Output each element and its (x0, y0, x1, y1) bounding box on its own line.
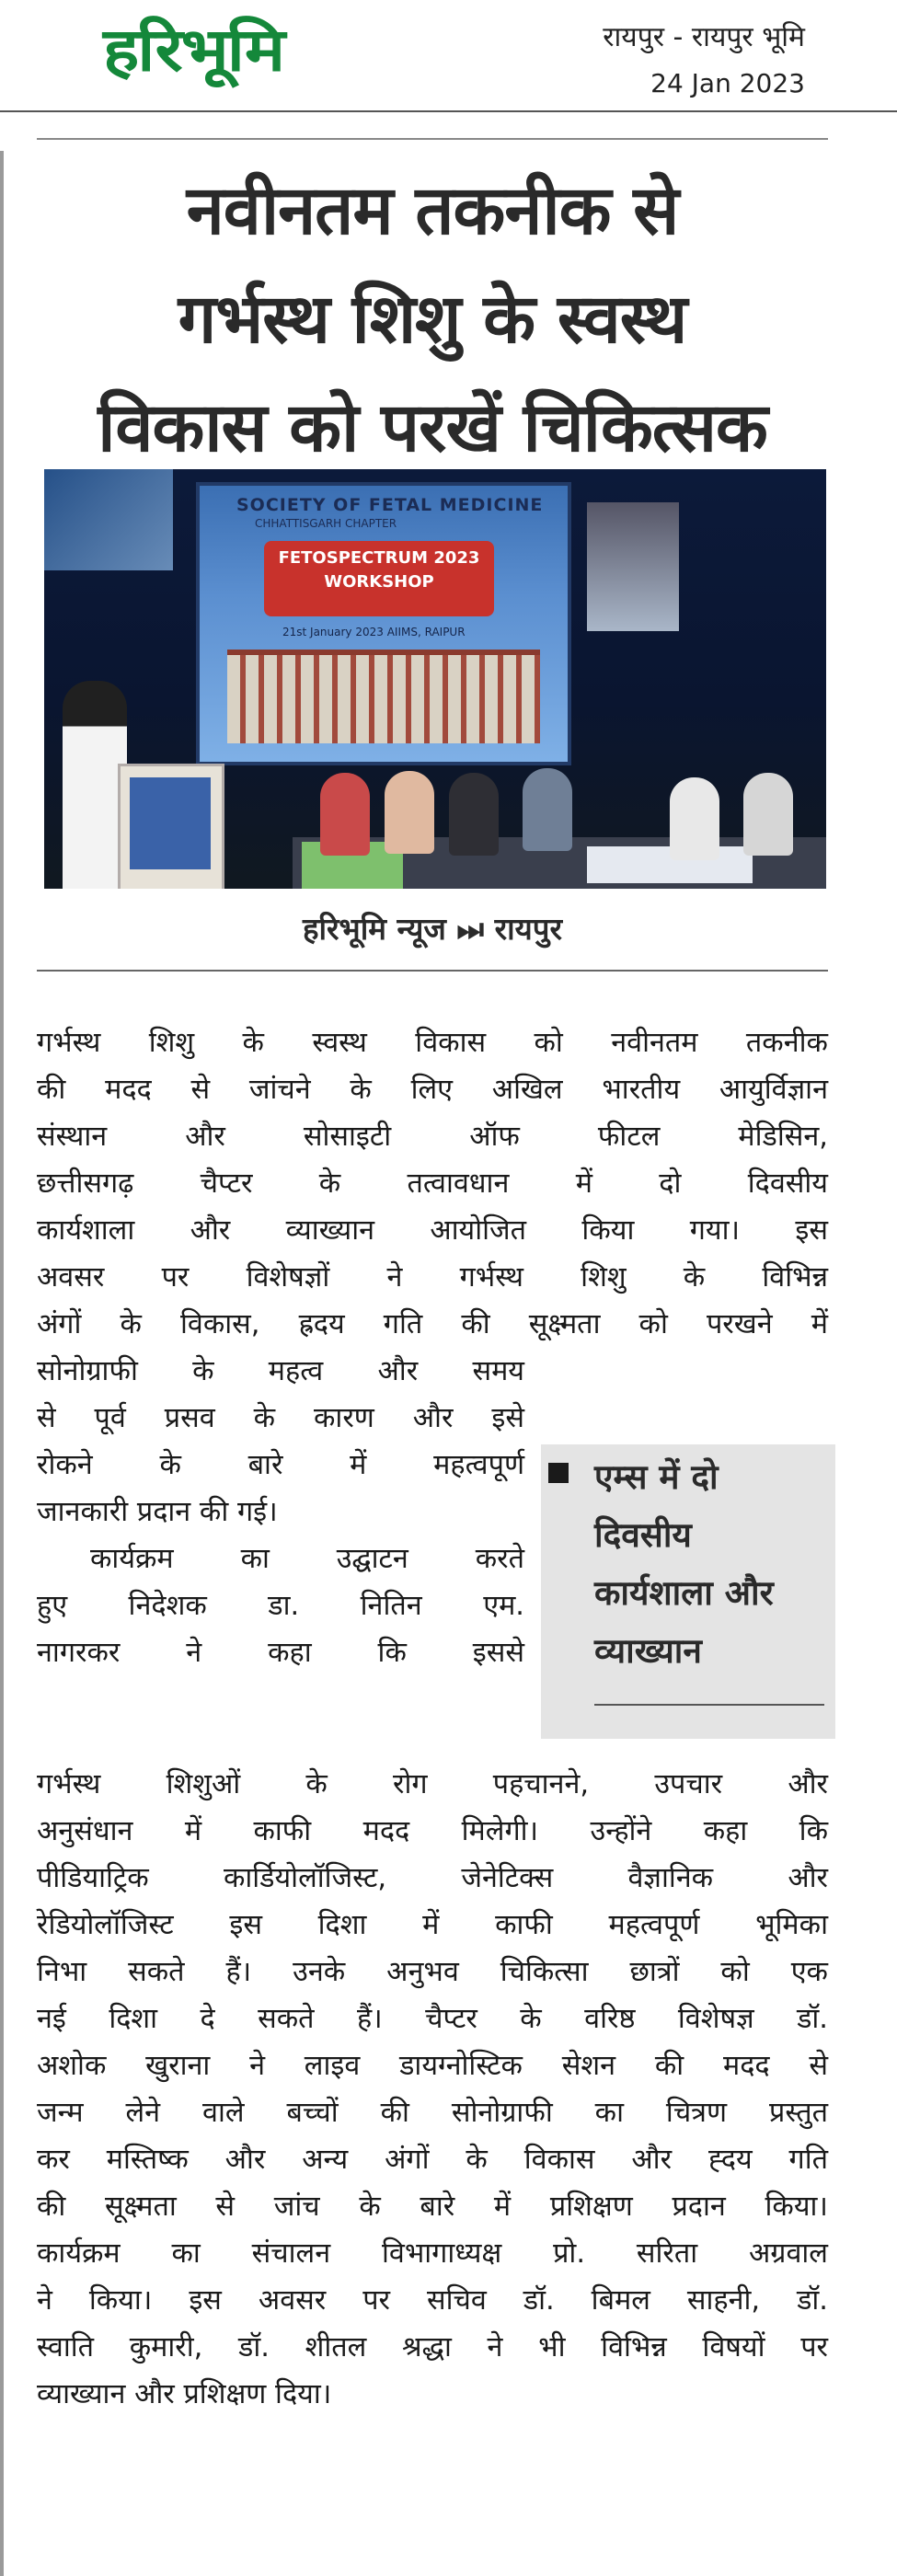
text-line: कर मस्तिष्क और अन्य अंगों के विकास और ह्दय गति (37, 2144, 828, 2176)
text-line: संस्थान और सोसाइटी ऑफ फीटल मेडिसिन, (37, 1121, 828, 1153)
callout-text (594, 1448, 824, 1680)
text-line: कार्यशाला और व्याख्यान आयोजित किया गया। इस (37, 1214, 828, 1247)
podium (118, 764, 224, 889)
byline-rule (37, 970, 828, 972)
text-line: जन्म लेने वाले बच्चों की सोनोग्राफी का चित्रण प्रस्तुत (37, 2097, 828, 2129)
screen-subtitle: CHHATTISGARH CHAPTER (255, 517, 397, 530)
text-line: नागरकर ने कहा कि इससे (37, 1637, 524, 1669)
callout-underline (594, 1704, 824, 1706)
square-bullet-icon (548, 1463, 569, 1483)
callout-line: व्याख्यान (594, 1631, 702, 1671)
text-line: अशोक खुराना ने लाइव डायग्नोस्टिक सेशन की मदद से (37, 2050, 828, 2082)
podium-sign (130, 777, 211, 869)
text-line: सोनोग्राफी के महत्व और समय (37, 1355, 524, 1387)
screen-date: 21st January 2023 AIIMS, RAIPUR (282, 626, 466, 638)
text-line: अंगों के विकास, ह्रदय गति की सूक्ष्मता को परखने में (37, 1308, 828, 1340)
text-line: रेडियोलॉजिस्ट इस दिशा में काफी महत्वपूर्ण भूमिका (37, 1909, 828, 1941)
text-line: अनुसंधान में काफी मदद मिलेगी। उन्होंने कहा कि (37, 1815, 828, 1847)
article-headline (37, 156, 828, 482)
callout-line: कार्यशाला और (594, 1573, 774, 1613)
projection-screen (196, 482, 571, 765)
column-side-rule (0, 151, 4, 2576)
text-line: नई दिशा दे सकते हैं। चैप्टर के वरिष्ठ विशेषज्ञ डॉ. (37, 2003, 828, 2035)
text-line: कार्यक्रम का संचालन विभागाध्यक्ष प्रो. सरिता अग्रवाल (37, 2237, 828, 2270)
text-line: कार्यक्रम का उद्घाटन करते (90, 1543, 524, 1575)
right-screen (587, 502, 679, 631)
newspaper-logo: हरिभूमि (103, 15, 284, 86)
issue-date: 24 Jan 2023 (650, 68, 805, 98)
masthead (0, 0, 897, 112)
byline-separator-icon: ⏭ (456, 911, 485, 947)
text-line: व्याख्यान और प्रशिक्षण दिया। (37, 2378, 332, 2410)
byline-source: हरिभूमि न्यूज (302, 911, 446, 947)
text-line: स्वाति कुमारी, डॉ. शीतल श्रद्धा ने भी विभिन्न विषयों पर (37, 2331, 828, 2363)
screen-title: SOCIETY OF FETAL MEDICINE (236, 495, 544, 515)
article-photo (44, 469, 826, 889)
panelist (670, 777, 719, 860)
article-top-rule (37, 138, 828, 140)
text-line: ने किया। इस अवसर पर सचिव डॉ. बिमल साहनी, डॉ. (37, 2284, 828, 2317)
panelist (449, 773, 499, 856)
text-line: अवसर पर विशेषज्ञों ने गर्भस्थ शिशु के विभिन्न (37, 1261, 828, 1294)
building-image (227, 650, 540, 743)
callout-line: एम्स में दो (594, 1457, 719, 1497)
text-line: छत्तीसगढ़ चैप्टर के तत्वावधान में दो दिवसीय (37, 1167, 828, 1200)
panelist (743, 773, 793, 856)
text-line: निभा सकते हैं। उनके अनुभव चिकित्सा छात्रों को एक (37, 1956, 828, 1988)
article-paragraph (37, 1761, 828, 2418)
byline-place: रायपुर (494, 911, 563, 947)
text-line: की मदद से जांचने के लिए अखिल भारतीय आयुर्विज्ञान (37, 1074, 828, 1106)
article-paragraph (37, 1535, 524, 1676)
edition-label: रायपुर - रायपुर भूमि (603, 21, 805, 53)
text-line: की सूक्ष्मता से जांच के बारे में प्रशिक्षण प्रदान किया। (37, 2191, 828, 2223)
highlight-callout (541, 1444, 835, 1739)
text-line: गर्भस्थ शिशु के स्वस्थ विकास को नवीनतम तकनीक (37, 1027, 828, 1059)
panelist (320, 773, 370, 856)
text-line: रोकने के बारे में महत्वपूर्ण (37, 1449, 524, 1481)
byline (37, 907, 828, 949)
headline-line: विकास को परखें चिकित्सक (98, 388, 767, 467)
panelist (385, 771, 434, 854)
masthead-divider (0, 110, 897, 112)
screen-banner: FETOSPECTRUM 2023 WORKSHOP (264, 541, 494, 616)
headline-line: नवीनतम तकनीक से (186, 171, 679, 250)
panelist (523, 768, 572, 851)
text-line: पीडियाट्रिक कार्डियोलॉजिस्ट, जेनेटिक्स वैज्ञानिक और (37, 1862, 828, 1894)
text-line: गर्भस्थ शिशुओं के रोग पहचानने, उपचार और (37, 1768, 828, 1800)
side-screen (44, 469, 173, 570)
text-line: से पूर्व प्रसव के कारण और इसे (37, 1402, 524, 1434)
text-line: जानकारी प्रदान की गई। (37, 1496, 278, 1528)
text-line: हुए निदेशक डा. नितिन एम. (37, 1590, 524, 1622)
headline-line: गर्भस्थ शिशु के स्वस्थ (178, 280, 687, 359)
callout-line: दिवसीय (594, 1515, 692, 1555)
